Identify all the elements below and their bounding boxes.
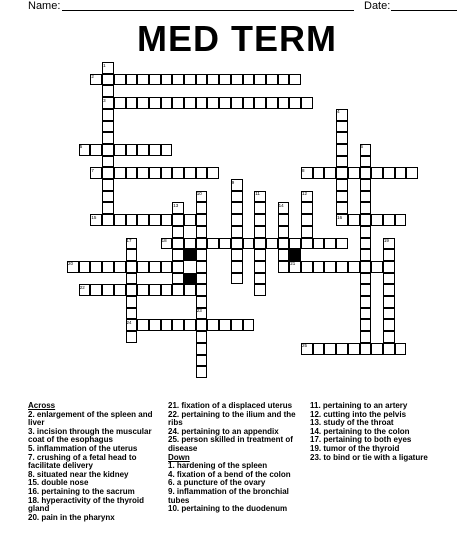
puzzle-title: MED TERM (137, 18, 337, 59)
grid-cell[interactable] (395, 343, 407, 355)
grid-cell[interactable] (383, 249, 395, 261)
grid-cell[interactable] (301, 238, 313, 250)
grid-cell[interactable] (207, 74, 219, 86)
grid-cell[interactable] (196, 261, 208, 273)
grid-cell[interactable] (231, 74, 243, 86)
clue-number: 12 (302, 191, 308, 197)
grid-cell[interactable] (231, 273, 243, 285)
grid-cell[interactable] (254, 97, 266, 109)
grid-cell[interactable] (207, 167, 219, 179)
grid-cell[interactable] (114, 144, 126, 156)
clue-number: 6 (360, 144, 364, 150)
grid-cell[interactable] (196, 296, 208, 308)
grid-cell[interactable] (172, 319, 184, 331)
grid-cell[interactable] (102, 74, 114, 86)
grid-cell[interactable] (231, 238, 243, 250)
grid-cell[interactable] (102, 144, 114, 156)
grid-cell[interactable] (126, 214, 138, 226)
down-heading: Down (168, 452, 190, 462)
grid-cell[interactable] (172, 214, 184, 226)
grid-cell[interactable] (102, 132, 114, 144)
clue-item: 5. inflammation of the uterus (28, 443, 138, 453)
grid-cell[interactable] (161, 74, 173, 86)
grid-cell[interactable] (126, 308, 138, 320)
across-heading: Across (28, 401, 56, 410)
grid-cell[interactable] (196, 284, 208, 296)
grid-cell[interactable] (289, 97, 301, 109)
grid-cell[interactable] (207, 319, 219, 331)
clue-number: 10 (196, 191, 202, 197)
grid-cell[interactable] (278, 261, 290, 273)
clue-number: 17 (126, 238, 132, 243)
grid-cell[interactable] (219, 74, 231, 86)
grid-cell[interactable] (383, 308, 395, 320)
black-square (184, 249, 196, 261)
clue-number: 9 (231, 179, 235, 185)
grid-cell[interactable] (219, 319, 231, 331)
grid-cell[interactable] (102, 261, 114, 273)
grid-cell[interactable] (172, 273, 184, 285)
grid-cell[interactable] (196, 214, 208, 226)
clue-number: 3 (103, 97, 106, 103)
grid-cell[interactable] (289, 74, 301, 86)
grid-cell[interactable] (254, 249, 266, 261)
clue-item: 24. pertaining to an appendix (168, 426, 279, 436)
clue-number: 15 (91, 214, 97, 220)
grid-cell[interactable] (137, 74, 149, 86)
clue-item: 9. inflammation of the bronchial tubes (168, 486, 289, 505)
grid-cell[interactable] (254, 273, 266, 285)
grid-cell[interactable] (126, 249, 138, 261)
grid-cell[interactable] (184, 167, 196, 179)
clue-item: 16. pertaining to the sacrum (28, 486, 135, 496)
grid-cell[interactable] (126, 284, 138, 296)
clue-item: 25. person skilled in treatment of disease (168, 435, 293, 453)
clue-number: 7 (91, 167, 94, 173)
clue-number: 20 (68, 261, 74, 267)
grid-cell[interactable] (360, 319, 372, 331)
grid-cell[interactable] (149, 74, 161, 86)
clue-item: 19. tumor of the thyroid (310, 443, 400, 453)
grid-cell[interactable] (266, 74, 278, 86)
grid-cell[interactable] (114, 214, 126, 226)
grid-cell[interactable] (360, 331, 372, 343)
clue-item: 23. to bind or tie with a ligature (310, 452, 428, 462)
grid-cell[interactable] (336, 167, 348, 179)
grid-cell[interactable] (360, 226, 372, 238)
clue-item: 10. pertaining to the duodenum (168, 504, 288, 514)
grid-cell[interactable] (149, 214, 161, 226)
grid-cell[interactable] (254, 202, 266, 214)
grid-cell[interactable] (114, 284, 126, 296)
grid-cell[interactable] (383, 343, 395, 355)
grid-cell[interactable] (371, 261, 383, 273)
grid-cell[interactable] (360, 191, 372, 203)
grid-cell[interactable] (172, 261, 184, 273)
clue-item: 4. fixation of a bend of the colon (168, 469, 291, 479)
grid-cell[interactable] (243, 319, 255, 331)
grid-cell[interactable] (79, 261, 91, 273)
grid-cell[interactable] (196, 355, 208, 367)
grid-cell[interactable] (161, 319, 173, 331)
grid-cell[interactable] (336, 132, 348, 144)
grid-cell[interactable] (324, 343, 336, 355)
grid-cell[interactable] (371, 343, 383, 355)
grid-cell[interactable] (266, 97, 278, 109)
grid-cell[interactable] (348, 214, 360, 226)
grid-cell[interactable] (126, 273, 138, 285)
grid-cell[interactable] (348, 343, 360, 355)
grid-cell[interactable] (126, 144, 138, 156)
grid-cell[interactable] (324, 238, 336, 250)
grid-cell[interactable] (348, 167, 360, 179)
clue-item: 1. hardening of the spleen (168, 461, 268, 471)
grid-cell[interactable] (196, 249, 208, 261)
grid-cell[interactable] (196, 366, 208, 378)
grid-cell[interactable] (278, 249, 290, 261)
grid-cell[interactable] (254, 214, 266, 226)
clue-number: 11 (255, 191, 260, 197)
grid-cell[interactable] (383, 284, 395, 296)
grid-cell[interactable] (196, 331, 208, 343)
grid-cell[interactable] (207, 97, 219, 109)
grid-cell[interactable] (383, 319, 395, 331)
clue-item: 3. incision through the muscular coat of the esophagus (28, 426, 152, 445)
grid-cell[interactable] (383, 273, 395, 285)
clues-column-2 (168, 402, 308, 514)
clue-item: 8. situated near the kidney (28, 469, 129, 479)
grid-cell[interactable] (196, 97, 208, 109)
grid-cell[interactable] (231, 214, 243, 226)
clue-number: 19 (383, 238, 389, 243)
grid-cell[interactable] (161, 214, 173, 226)
clue-number: 2 (91, 74, 94, 80)
grid-cell[interactable] (278, 226, 290, 238)
grid-cell[interactable] (360, 284, 372, 296)
grid-cell[interactable] (137, 167, 149, 179)
grid-cell[interactable] (161, 261, 173, 273)
grid-cell[interactable] (137, 261, 149, 273)
grid-cell[interactable] (231, 261, 243, 273)
grid-cell[interactable] (184, 284, 196, 296)
grid-cell[interactable] (184, 97, 196, 109)
grid-cell[interactable] (184, 214, 196, 226)
clue-item: 11. pertaining to an artery (310, 401, 408, 410)
grid-cell[interactable] (172, 167, 184, 179)
grid-cell[interactable] (254, 238, 266, 250)
grid-cell[interactable] (184, 319, 196, 331)
grid-cell[interactable] (102, 109, 114, 121)
grid-cell[interactable] (102, 202, 114, 214)
clue-number: 16 (337, 214, 343, 220)
grid-cell[interactable] (149, 167, 161, 179)
grid-cell[interactable] (360, 156, 372, 168)
grid-cell[interactable] (360, 179, 372, 191)
grid-cell[interactable] (360, 249, 372, 261)
grid-cell[interactable] (161, 144, 173, 156)
grid-cell[interactable] (231, 202, 243, 214)
grid-cell[interactable] (126, 331, 138, 343)
grid-cell[interactable] (360, 343, 372, 355)
grid-cell[interactable] (172, 226, 184, 238)
clue-number: 13 (173, 202, 179, 208)
grid-cell[interactable] (137, 284, 149, 296)
clue-item: 14. pertaining to the colon (310, 426, 410, 436)
grid-cell[interactable] (196, 74, 208, 86)
clue-item: 13. study of the throat (310, 418, 394, 428)
grid-cell[interactable] (196, 319, 208, 331)
grid-cell[interactable] (278, 97, 290, 109)
clue-number: 5 (79, 144, 83, 150)
grid-cell[interactable] (313, 261, 325, 273)
black-square (289, 249, 301, 261)
grid-cell[interactable] (196, 238, 208, 250)
grid-cell[interactable] (114, 97, 126, 109)
grid-cell[interactable] (231, 319, 243, 331)
grid-cell[interactable] (114, 261, 126, 273)
grid-cell[interactable] (383, 331, 395, 343)
grid-cell[interactable] (278, 74, 290, 86)
grid-cell[interactable] (360, 214, 372, 226)
date-label: Date: (364, 0, 391, 12)
grid-cell[interactable] (336, 191, 348, 203)
grid-cell[interactable] (126, 296, 138, 308)
clues-column-3 (310, 402, 450, 462)
grid-cell[interactable] (243, 238, 255, 250)
clue-item: 17. pertaining to both eyes (310, 435, 412, 445)
grid-cell[interactable] (360, 238, 372, 250)
grid-cell[interactable] (90, 284, 102, 296)
grid-cell[interactable] (149, 284, 161, 296)
grid-cell[interactable] (172, 74, 184, 86)
clue-item: 22. pertaining to the ilium and the ribs (168, 409, 296, 428)
grid-cell[interactable] (149, 97, 161, 109)
grid-cell[interactable] (172, 249, 184, 261)
grid-cell[interactable] (196, 202, 208, 214)
grid-cell[interactable] (161, 284, 173, 296)
grid-cell[interactable] (172, 238, 184, 250)
grid-cell[interactable] (301, 261, 313, 273)
grid-cell[interactable] (102, 167, 114, 179)
clues-column-1 (28, 402, 166, 522)
grid-cell[interactable] (149, 261, 161, 273)
grid-cell[interactable] (395, 167, 407, 179)
clue-item: 12. cutting into the pelvis (310, 409, 407, 419)
grid-cell[interactable] (161, 167, 173, 179)
grid-cell[interactable] (348, 261, 360, 273)
clue-item: 20. pain in the pharynx (28, 512, 115, 522)
grid-cell[interactable] (126, 261, 138, 273)
grid-cell[interactable] (231, 226, 243, 238)
grid-cell[interactable] (114, 74, 126, 86)
grid-cell[interactable] (383, 261, 395, 273)
grid-cell[interactable] (219, 97, 231, 109)
grid-cell[interactable] (360, 261, 372, 273)
grid-cell[interactable] (254, 284, 266, 296)
grid-cell[interactable] (137, 97, 149, 109)
black-square (184, 273, 196, 285)
grid-cell[interactable] (371, 214, 383, 226)
grid-cell[interactable] (336, 261, 348, 273)
grid-cell[interactable] (126, 167, 138, 179)
grid-cell[interactable] (301, 97, 313, 109)
grid-cell[interactable] (196, 343, 208, 355)
grid-cell[interactable] (126, 97, 138, 109)
grid-cell[interactable] (360, 308, 372, 320)
grid-cell[interactable] (313, 167, 325, 179)
clue-number: 14 (278, 202, 284, 208)
clue-number: 24 (126, 319, 132, 325)
grid-cell[interactable] (278, 238, 290, 250)
grid-cell[interactable] (336, 179, 348, 191)
grid-cell[interactable] (336, 144, 348, 156)
grid-cell[interactable] (324, 261, 336, 273)
grid-cell[interactable] (126, 74, 138, 86)
grid-cell[interactable] (360, 202, 372, 214)
name-label: Name: (28, 0, 61, 12)
grid-cell[interactable] (137, 214, 149, 226)
grid-cell[interactable] (336, 156, 348, 168)
clue-item: 6. a puncture of the ovary (168, 478, 266, 488)
grid-cell[interactable] (371, 167, 383, 179)
clue-item: 18. hyperactivity of the thyroid gland (28, 495, 145, 514)
clue-number: 8 (302, 167, 305, 173)
grid-cell[interactable] (243, 74, 255, 86)
grid-cell[interactable] (254, 74, 266, 86)
grid-cell[interactable] (196, 273, 208, 285)
clue-number: 22 (79, 284, 85, 290)
grid-cell[interactable] (172, 97, 184, 109)
grid-cell[interactable] (102, 191, 114, 203)
grid-cell[interactable] (137, 319, 149, 331)
clue-item: 21. fixation of a displaced uterus (168, 401, 293, 410)
grid-cell[interactable] (149, 144, 161, 156)
grid-cell[interactable] (360, 296, 372, 308)
grid-cell[interactable] (336, 238, 348, 250)
grid-cell[interactable] (184, 74, 196, 86)
clue-number: 21 (290, 261, 296, 267)
grid-cell[interactable] (254, 226, 266, 238)
grid-cell[interactable] (301, 214, 313, 226)
grid-cell[interactable] (383, 167, 395, 179)
grid-cell[interactable] (172, 284, 184, 296)
grid-cell[interactable] (254, 261, 266, 273)
clue-item: 7. crushing of a fetal head to facilitate delivery (28, 452, 137, 471)
grid-cell[interactable] (102, 179, 114, 191)
grid-cell[interactable] (266, 238, 278, 250)
grid-cell[interactable] (301, 226, 313, 238)
grid-cell[interactable] (313, 343, 325, 355)
grid-cell[interactable] (207, 238, 219, 250)
grid-cell[interactable] (196, 167, 208, 179)
grid-cell[interactable] (102, 156, 114, 168)
grid-cell[interactable] (90, 261, 102, 273)
grid-cell[interactable] (243, 97, 255, 109)
grid-cell[interactable] (383, 214, 395, 226)
clue-number: 1 (103, 62, 106, 68)
grid-cell[interactable] (196, 226, 208, 238)
clue-number: 23 (196, 308, 202, 314)
clue-number: 25 (302, 343, 308, 349)
grid-cell[interactable] (289, 238, 301, 250)
grid-cell[interactable] (219, 238, 231, 250)
grid-cell[interactable] (231, 97, 243, 109)
grid-cell[interactable] (231, 191, 243, 203)
grid-cell[interactable] (301, 202, 313, 214)
grid-cell[interactable] (137, 144, 149, 156)
grid-cell[interactable] (336, 121, 348, 133)
grid-cell[interactable] (231, 249, 243, 261)
grid-cell[interactable] (90, 144, 102, 156)
clue-number: 18 (161, 238, 167, 243)
grid-cell[interactable] (313, 238, 325, 250)
grid-cell[interactable] (184, 238, 196, 250)
grid-cell[interactable] (102, 85, 114, 97)
grid-cell[interactable] (102, 284, 114, 296)
clue-item: 15. double nose (28, 478, 89, 488)
grid-cell[interactable] (114, 167, 126, 179)
grid-cell[interactable] (149, 319, 161, 331)
grid-cell[interactable] (102, 121, 114, 133)
grid-cell[interactable] (383, 296, 395, 308)
grid-cell[interactable] (324, 167, 336, 179)
grid-cell[interactable] (336, 202, 348, 214)
grid-cell[interactable] (278, 214, 290, 226)
grid-cell[interactable] (360, 167, 372, 179)
grid-cell[interactable] (102, 214, 114, 226)
grid-cell[interactable] (360, 273, 372, 285)
grid-cell[interactable] (161, 97, 173, 109)
grid-cell[interactable] (395, 214, 407, 226)
grid-cell[interactable] (336, 343, 348, 355)
clue-number: 4 (337, 109, 340, 115)
clue-item: 2. enlargement of the spleen and liver (28, 409, 153, 428)
grid-cell[interactable] (406, 167, 418, 179)
